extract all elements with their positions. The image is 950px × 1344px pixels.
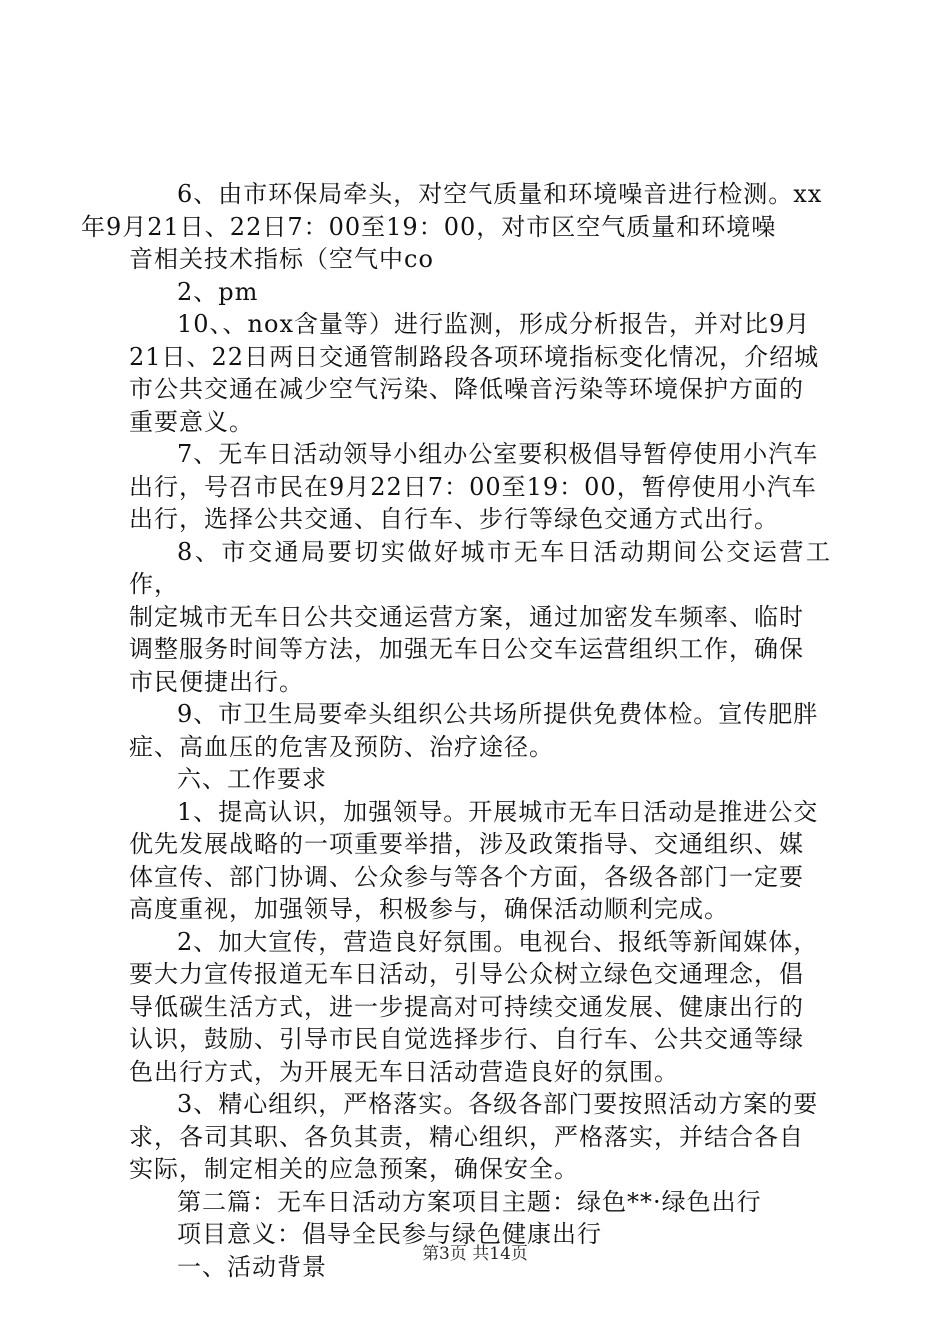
text-line: 症、高血压的危害及预防、治疗途径。	[129, 732, 554, 761]
text-line: 调整服务时间等方法，加强无车日公交车运营组织工作，确保	[129, 635, 804, 663]
text-line: 8、市交通局要切实做好城市无车日活动期间公交运营工作，	[129, 537, 831, 598]
text-line: 3、精心组织，严格落实。各级各部门要按照活动方案的要	[177, 1090, 819, 1118]
text-line: 重要意义。	[129, 407, 254, 436]
page-number-footer: 第3页 共14页	[422, 1244, 528, 1264]
paragraph-requirement-3	[129, 1088, 831, 1186]
text-line: 高度重视，加强领导，积极参与，确保活动顺利完成。	[129, 895, 729, 923]
text-line: 年9月21日、22日7：00至19：00，对市区空气质量和环境噪	[81, 212, 777, 241]
text-line: 出行，号召市民在9月22日7：00至19：00，暂停使用小汽车	[129, 472, 817, 501]
text-line: 一、活动背景	[177, 1252, 327, 1281]
text-line: 求，各司其职、各负其责，精心组织，严格落实，并结合各自	[129, 1122, 804, 1151]
text-line: 导低碳生活方式，进一步提高对可持续交通发展、健康出行的	[129, 992, 804, 1021]
section-heading-work-requirements	[129, 763, 831, 796]
text-line: 7、无车日活动领导小组办公室要积极倡导暂停使用小汽车	[177, 440, 819, 468]
text-line: 音相关技术指标（空气中co	[129, 245, 434, 273]
text-line: 项目意义：倡导全民参与绿色健康出行	[177, 1220, 602, 1248]
text-line: 市民便捷出行。	[129, 667, 304, 696]
text-line: 6、由市环保局牵头，对空气质量和环境噪音进行检测。xx	[177, 180, 823, 208]
text-line: 体宣传、部门协调、公众参与等各个方面，各级各部门一定要	[129, 862, 804, 891]
text-line: 市公共交通在减少空气污染、降低噪音污染等环境保护方面的	[129, 375, 804, 403]
paragraph-pm	[129, 276, 831, 309]
chapter-heading-part-two	[129, 1186, 831, 1219]
text-line: 认识，鼓励、引导市民自觉选择步行、自行车、公共交通等绿	[129, 1025, 804, 1053]
paragraph-requirement-2	[129, 926, 831, 1089]
text-line: 2、pm	[177, 277, 259, 306]
text-line: 2、加大宣传，营造良好氛围。电视台、报纸等新闻媒体，	[177, 927, 819, 956]
text-line: 1、提高认识，加强领导。开展城市无车日活动是推进公交	[177, 797, 819, 826]
paragraph-nox	[129, 308, 831, 438]
text-line: 色出行方式，为开展无车日活动营造良好的氛围。	[129, 1057, 679, 1086]
document-body	[81, 178, 831, 1283]
text-line: 9、市卫生局要牵头组织公共场所提供免费体检。宣传肥胖	[177, 700, 819, 728]
text-line: 第二篇：无车日活动方案项目主题：绿色**·绿色出行	[177, 1187, 762, 1216]
text-line: 21日、22日两日交通管制路段各项环境指标变化情况，介绍城	[129, 342, 820, 371]
paragraph-requirement-1	[129, 796, 831, 926]
paragraph-item-8	[129, 536, 831, 699]
text-line: 出行，选择公共交通、自行车、步行等绿色交通方式出行。	[129, 505, 779, 533]
paragraph-item-6	[81, 178, 831, 276]
paragraph-item-9	[129, 698, 831, 763]
paragraph-item-7	[129, 438, 831, 536]
text-line: 10、、nox含量等）进行监测，形成分析报告，并对比9月	[177, 310, 811, 338]
text-line: 要大力宣传报道无车日活动，引导公众树立绿色交通理念，倡	[129, 960, 804, 988]
text-line: 制定城市无车日公共交通运营方案，通过加密发车频率、临时	[129, 602, 804, 631]
text-line: 优先发展战略的一项重要举措，涉及政策指导、交通组织、媒	[129, 830, 804, 858]
text-line: 六、工作要求	[177, 765, 327, 793]
text-line: 实际，制定相关的应急预案，确保安全。	[129, 1155, 579, 1183]
